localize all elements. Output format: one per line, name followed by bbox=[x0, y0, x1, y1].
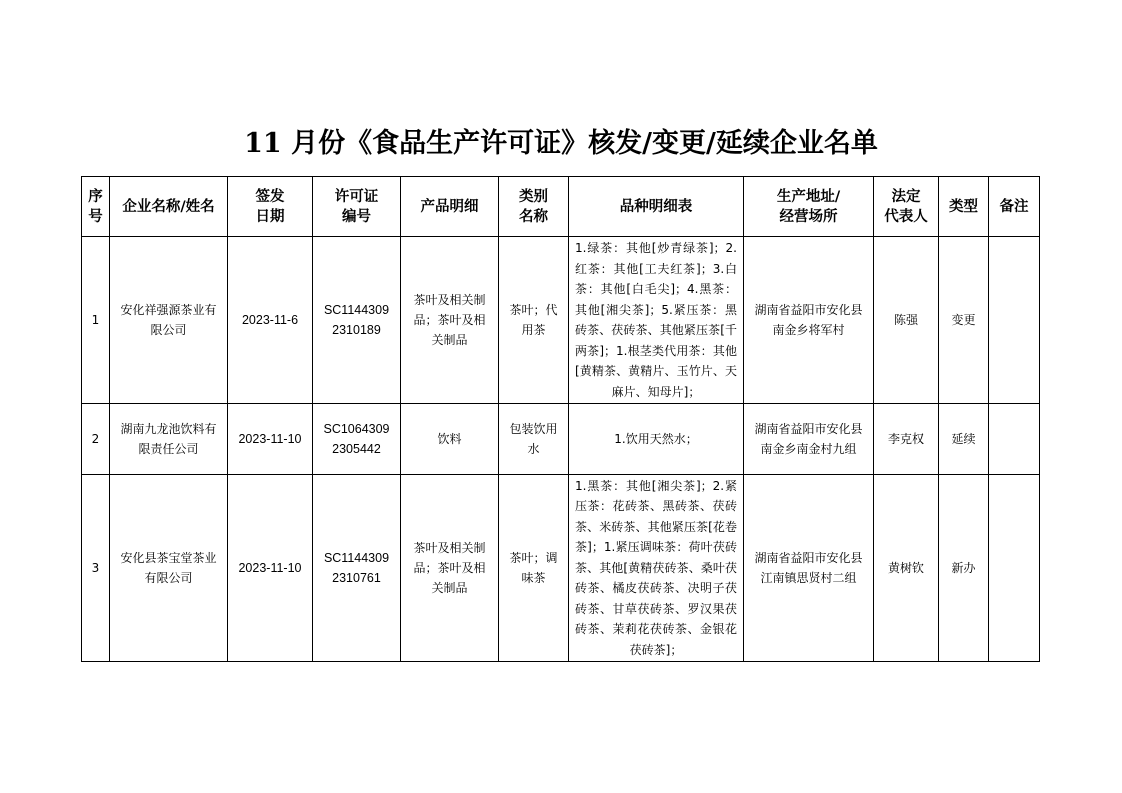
header-rep: 法定 代表人 bbox=[874, 177, 939, 237]
cell-name: 安化祥强源茶业有限公司 bbox=[110, 237, 228, 404]
header-date: 签发 日期 bbox=[228, 177, 313, 237]
cell-type: 延续 bbox=[939, 404, 989, 475]
cell-note bbox=[989, 404, 1040, 475]
cell-seq: 3 bbox=[82, 475, 110, 662]
cell-name: 安化县茶宝堂茶业有限公司 bbox=[110, 475, 228, 662]
page-title: 11 月份《食品生产许可证》核发/变更/延续企业名单 bbox=[244, 128, 878, 159]
table-row bbox=[82, 475, 1040, 662]
cell-license: SC1144309 2310189 bbox=[313, 237, 401, 404]
cell-seq: 1 bbox=[82, 237, 110, 404]
cell-address: 湖南省益阳市安化县江南镇思贤村二组 bbox=[744, 475, 874, 662]
cell-product: 茶叶及相关制品；茶叶及相关制品 bbox=[401, 237, 499, 404]
cell-date: 2023-11-10 bbox=[228, 404, 313, 475]
header-varieties: 品种明细表 bbox=[569, 177, 744, 237]
cell-category: 茶叶；代用茶 bbox=[499, 237, 569, 404]
cell-category: 茶叶；调味茶 bbox=[499, 475, 569, 662]
cell-rep: 黄树钦 bbox=[874, 475, 939, 662]
header-type: 类型 bbox=[939, 177, 989, 237]
cell-license: SC1144309 2310761 bbox=[313, 475, 401, 662]
table-row bbox=[82, 237, 1040, 404]
cell-type: 变更 bbox=[939, 237, 989, 404]
cell-rep: 李克权 bbox=[874, 404, 939, 475]
cell-address: 湖南省益阳市安化县南金乡将军村 bbox=[744, 237, 874, 404]
header-product: 产品明细 bbox=[401, 177, 499, 237]
license-table bbox=[81, 176, 1040, 662]
cell-type: 新办 bbox=[939, 475, 989, 662]
table-header-row bbox=[82, 177, 1040, 237]
cell-date: 2023-11-10 bbox=[228, 475, 313, 662]
header-seq: 序 号 bbox=[82, 177, 110, 237]
cell-varieties: 1.黑茶：其他[湘尖茶]；2.紧压茶：花砖茶、黑砖茶、茯砖茶、米砖茶、其他紧压茶[花卷茶]；1.紧压调味茶：荷叶茯砖茶、其他[黄精茯砖茶、桑叶茯砖茶、橘皮茯砖茶、决明子茯砖茶、甘草茯砖茶、罗汉果茯砖茶、茉莉花茯砖茶、金银花茯砖茶]； bbox=[569, 475, 744, 662]
cell-date: 2023-11-6 bbox=[228, 237, 313, 404]
cell-varieties: 1.绿茶：其他[炒青绿茶]；2.红茶：其他[工夫红茶]；3.白茶：其他[白毛尖]；4.黑茶：其他[湘尖茶]；5.紧压茶：黑砖茶、茯砖茶、其他紧压茶[千两茶]；1.根茎类代用茶：其他[黄精茶、黄精片、玉竹片、天麻片、知母片]； bbox=[569, 237, 744, 404]
header-license: 许可证 编号 bbox=[313, 177, 401, 237]
cell-varieties: 1.饮用天然水； bbox=[569, 404, 744, 475]
cell-license: SC1064309 2305442 bbox=[313, 404, 401, 475]
cell-product: 饮料 bbox=[401, 404, 499, 475]
cell-note bbox=[989, 475, 1040, 662]
header-address: 生产地址/ 经营场所 bbox=[744, 177, 874, 237]
header-name: 企业名称/姓名 bbox=[110, 177, 228, 237]
header-note: 备注 bbox=[989, 177, 1040, 237]
cell-category: 包装饮用水 bbox=[499, 404, 569, 475]
table-row bbox=[82, 404, 1040, 475]
header-category: 类别 名称 bbox=[499, 177, 569, 237]
cell-rep: 陈强 bbox=[874, 237, 939, 404]
cell-seq: 2 bbox=[82, 404, 110, 475]
cell-product: 茶叶及相关制品；茶叶及相关制品 bbox=[401, 475, 499, 662]
cell-note bbox=[989, 237, 1040, 404]
cell-name: 湖南九龙池饮料有限责任公司 bbox=[110, 404, 228, 475]
cell-address: 湖南省益阳市安化县南金乡南金村九组 bbox=[744, 404, 874, 475]
